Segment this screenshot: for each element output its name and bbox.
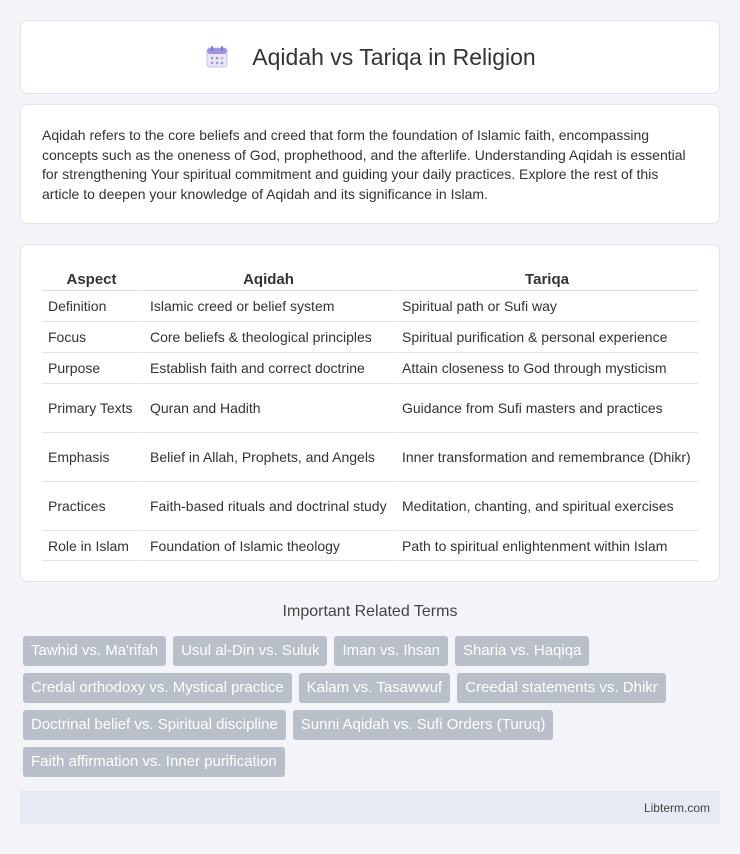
table-cell: Path to spiritual enlightenment within Islam — [393, 531, 698, 561]
table-row — [42, 353, 698, 384]
page-title: Aqidah vs Tariqa in Religion — [252, 43, 536, 70]
table-row — [42, 433, 698, 482]
table-cell: Inner transformation and remembrance (Dhikr) — [393, 433, 698, 482]
table-cell: Spiritual purification & personal experience — [393, 322, 698, 353]
table-cell: Practices — [42, 482, 141, 531]
related-term-tag[interactable]: Doctrinal belief vs. Spiritual discipline — [23, 710, 286, 740]
table-cell: Emphasis — [42, 433, 141, 482]
table-cell: Establish faith and correct doctrine — [141, 353, 393, 384]
related-term-tag[interactable]: Usul al-Din vs. Suluk — [173, 636, 327, 666]
related-term-tag[interactable]: Iman vs. Ihsan — [334, 636, 448, 666]
table-cell: Foundation of Islamic theology — [141, 531, 393, 561]
table-cell: Spiritual path or Sufi way — [393, 291, 698, 322]
related-term-tag[interactable]: Credal orthodoxy vs. Mystical practice — [23, 673, 292, 703]
title-wrap — [204, 44, 535, 71]
column-header-aqidah: Aqidah — [141, 265, 393, 291]
related-term-tag[interactable]: Creedal statements vs. Dhikr — [457, 673, 666, 703]
table-header-row — [42, 265, 698, 291]
comparison-table-card — [20, 244, 720, 582]
column-header-tariqa: Tariqa — [393, 265, 698, 291]
related-term-tag[interactable]: Faith affirmation vs. Inner purification — [23, 747, 285, 777]
table-row — [42, 322, 698, 353]
table-row — [42, 384, 698, 433]
table-cell: Belief in Allah, Prophets, and Angels — [141, 433, 393, 482]
calendar-icon — [204, 44, 230, 70]
footer — [20, 791, 720, 824]
table-row — [42, 291, 698, 322]
table-cell: Definition — [42, 291, 141, 322]
intro-paragraph: Aqidah refers to the core beliefs and creed that form the foundation of Islamic faith, encompassing concepts such as the oneness of God, prophethood, and the afterlife. Understanding Aqidah is essential for strengthening Your spiritual commitment and guiding your daily practices. Explore the rest of this article to deepen your knowledge of Aqidah and its significance in Islam. — [42, 127, 686, 202]
table-cell: Attain closeness to God through mysticism — [393, 353, 698, 384]
intro-card — [20, 104, 720, 224]
table-row — [42, 482, 698, 531]
table-cell: Quran and Hadith — [141, 384, 393, 433]
header-card — [20, 20, 720, 94]
table-row — [42, 531, 698, 561]
related-term-tag[interactable]: Kalam vs. Tasawwuf — [299, 673, 451, 703]
related-term-tag[interactable]: Sunni Aqidah vs. Sufi Orders (Turuq) — [293, 710, 554, 740]
footer-brand-link[interactable]: Libterm.com — [643, 800, 710, 815]
table-cell: Core beliefs & theological principles — [141, 322, 393, 353]
table-cell: Faith-based rituals and doctrinal study — [141, 482, 393, 531]
related-term-tag[interactable]: Tawhid vs. Ma'rifah — [23, 636, 166, 666]
comparison-table — [42, 265, 698, 561]
table-cell: Focus — [42, 322, 141, 353]
table-cell: Role in Islam — [42, 531, 141, 561]
related-terms-title: Important Related Terms — [282, 603, 458, 620]
related-term-tag[interactable]: Sharia vs. Haqiqa — [455, 636, 589, 666]
table-cell: Meditation, chanting, and spiritual exercises — [393, 482, 698, 531]
table-cell: Guidance from Sufi masters and practices — [393, 384, 698, 433]
column-header-aspect: Aspect — [42, 265, 141, 291]
table-cell: Primary Texts — [42, 384, 141, 433]
related-terms-tags — [23, 636, 723, 777]
table-cell: Purpose — [42, 353, 141, 384]
table-cell: Islamic creed or belief system — [141, 291, 393, 322]
